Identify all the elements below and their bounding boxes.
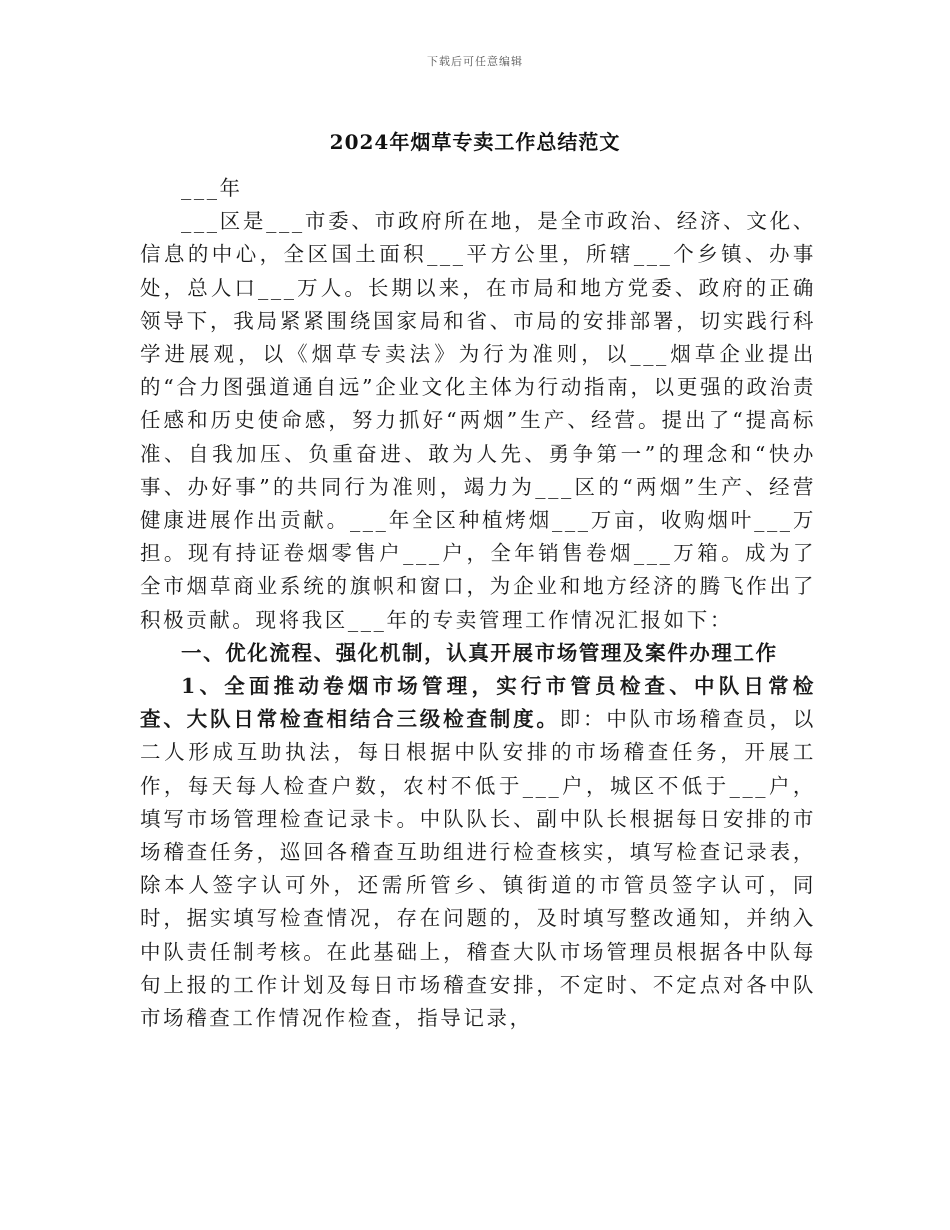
header-note: 下载后可任意编辑 — [427, 55, 523, 68]
document-body — [140, 172, 816, 1035]
section-heading-1: 一、优化流程、强化机制，认真开展市场管理及案件办理工作 — [181, 640, 778, 665]
item-1-text: 即：中队市场稽查员，以二人形成互助执法，每日根据中队安排的市场稽查任务，开展工作，每天每人检查户数，农村不低于___户，城区不低于___户，填写市场管理检查记录卡。中队队长、副中队长根据每日安排的市场稽查任务，巡回各稽查互助组进行检查核实，填写检查记录表，除本人签字认可外，还需所管乡、镇街道的市管员签字认可，同时，据实填写检查情况，存在问题的，及时填写整改通知，并纳入中队责任制考核。在此基础上，稽查大队市场管理员根据各中队每旬上报的工作计划及每日市场稽查安排，不定时、不定点对各中队市场稽查工作情况作检查，指导记录， — [140, 707, 816, 1031]
item-1-bold-lead: 1、全面推动卷烟市场管理，实行市管员检查、中队日常检查、大队日常检查相结合三级检查制度。 — [140, 674, 816, 732]
item-1-paragraph — [140, 670, 816, 1035]
intro-paragraph: ___区是___市委、市政府所在地，是全市政治、经济、文化、信息的中心，全区国土面积___平方公里，所辖___个乡镇、办事处，总人口___万人。长期以来，在市局和地方党委、政府的正确领导下，我局紧紧围绕国家局和省、市局的安排部署，切实践行科学进展观，以《烟草专卖法》为行为准则，以___烟草企业提出的“合力图强道通自远”企业文化主体为行动指南，以更强的政治责任感和历史使命感，努力抓好“两烟”生产、经营。提出了“提高标准、自我加压、负重奋进、敢为人先、勇争第一”的理念和“快办事、办好事”的共同行为准则，竭力为___区的“两烟”生产、经营健康进展作出贡献。___年全区种植烤烟___万亩，收购烟叶___万担。现有持证卷烟零售户___户，全年销售卷烟___万箱。成为了全市烟草商业系统的旗帜和窗口，为企业和地方经济的腾飞作出了积极贡献。现将我区___年的专卖管理工作情况汇报如下： — [140, 209, 816, 632]
document-title: 2024年烟草专卖工作总结范文 — [329, 130, 621, 154]
date-line: ___年 — [181, 176, 243, 200]
